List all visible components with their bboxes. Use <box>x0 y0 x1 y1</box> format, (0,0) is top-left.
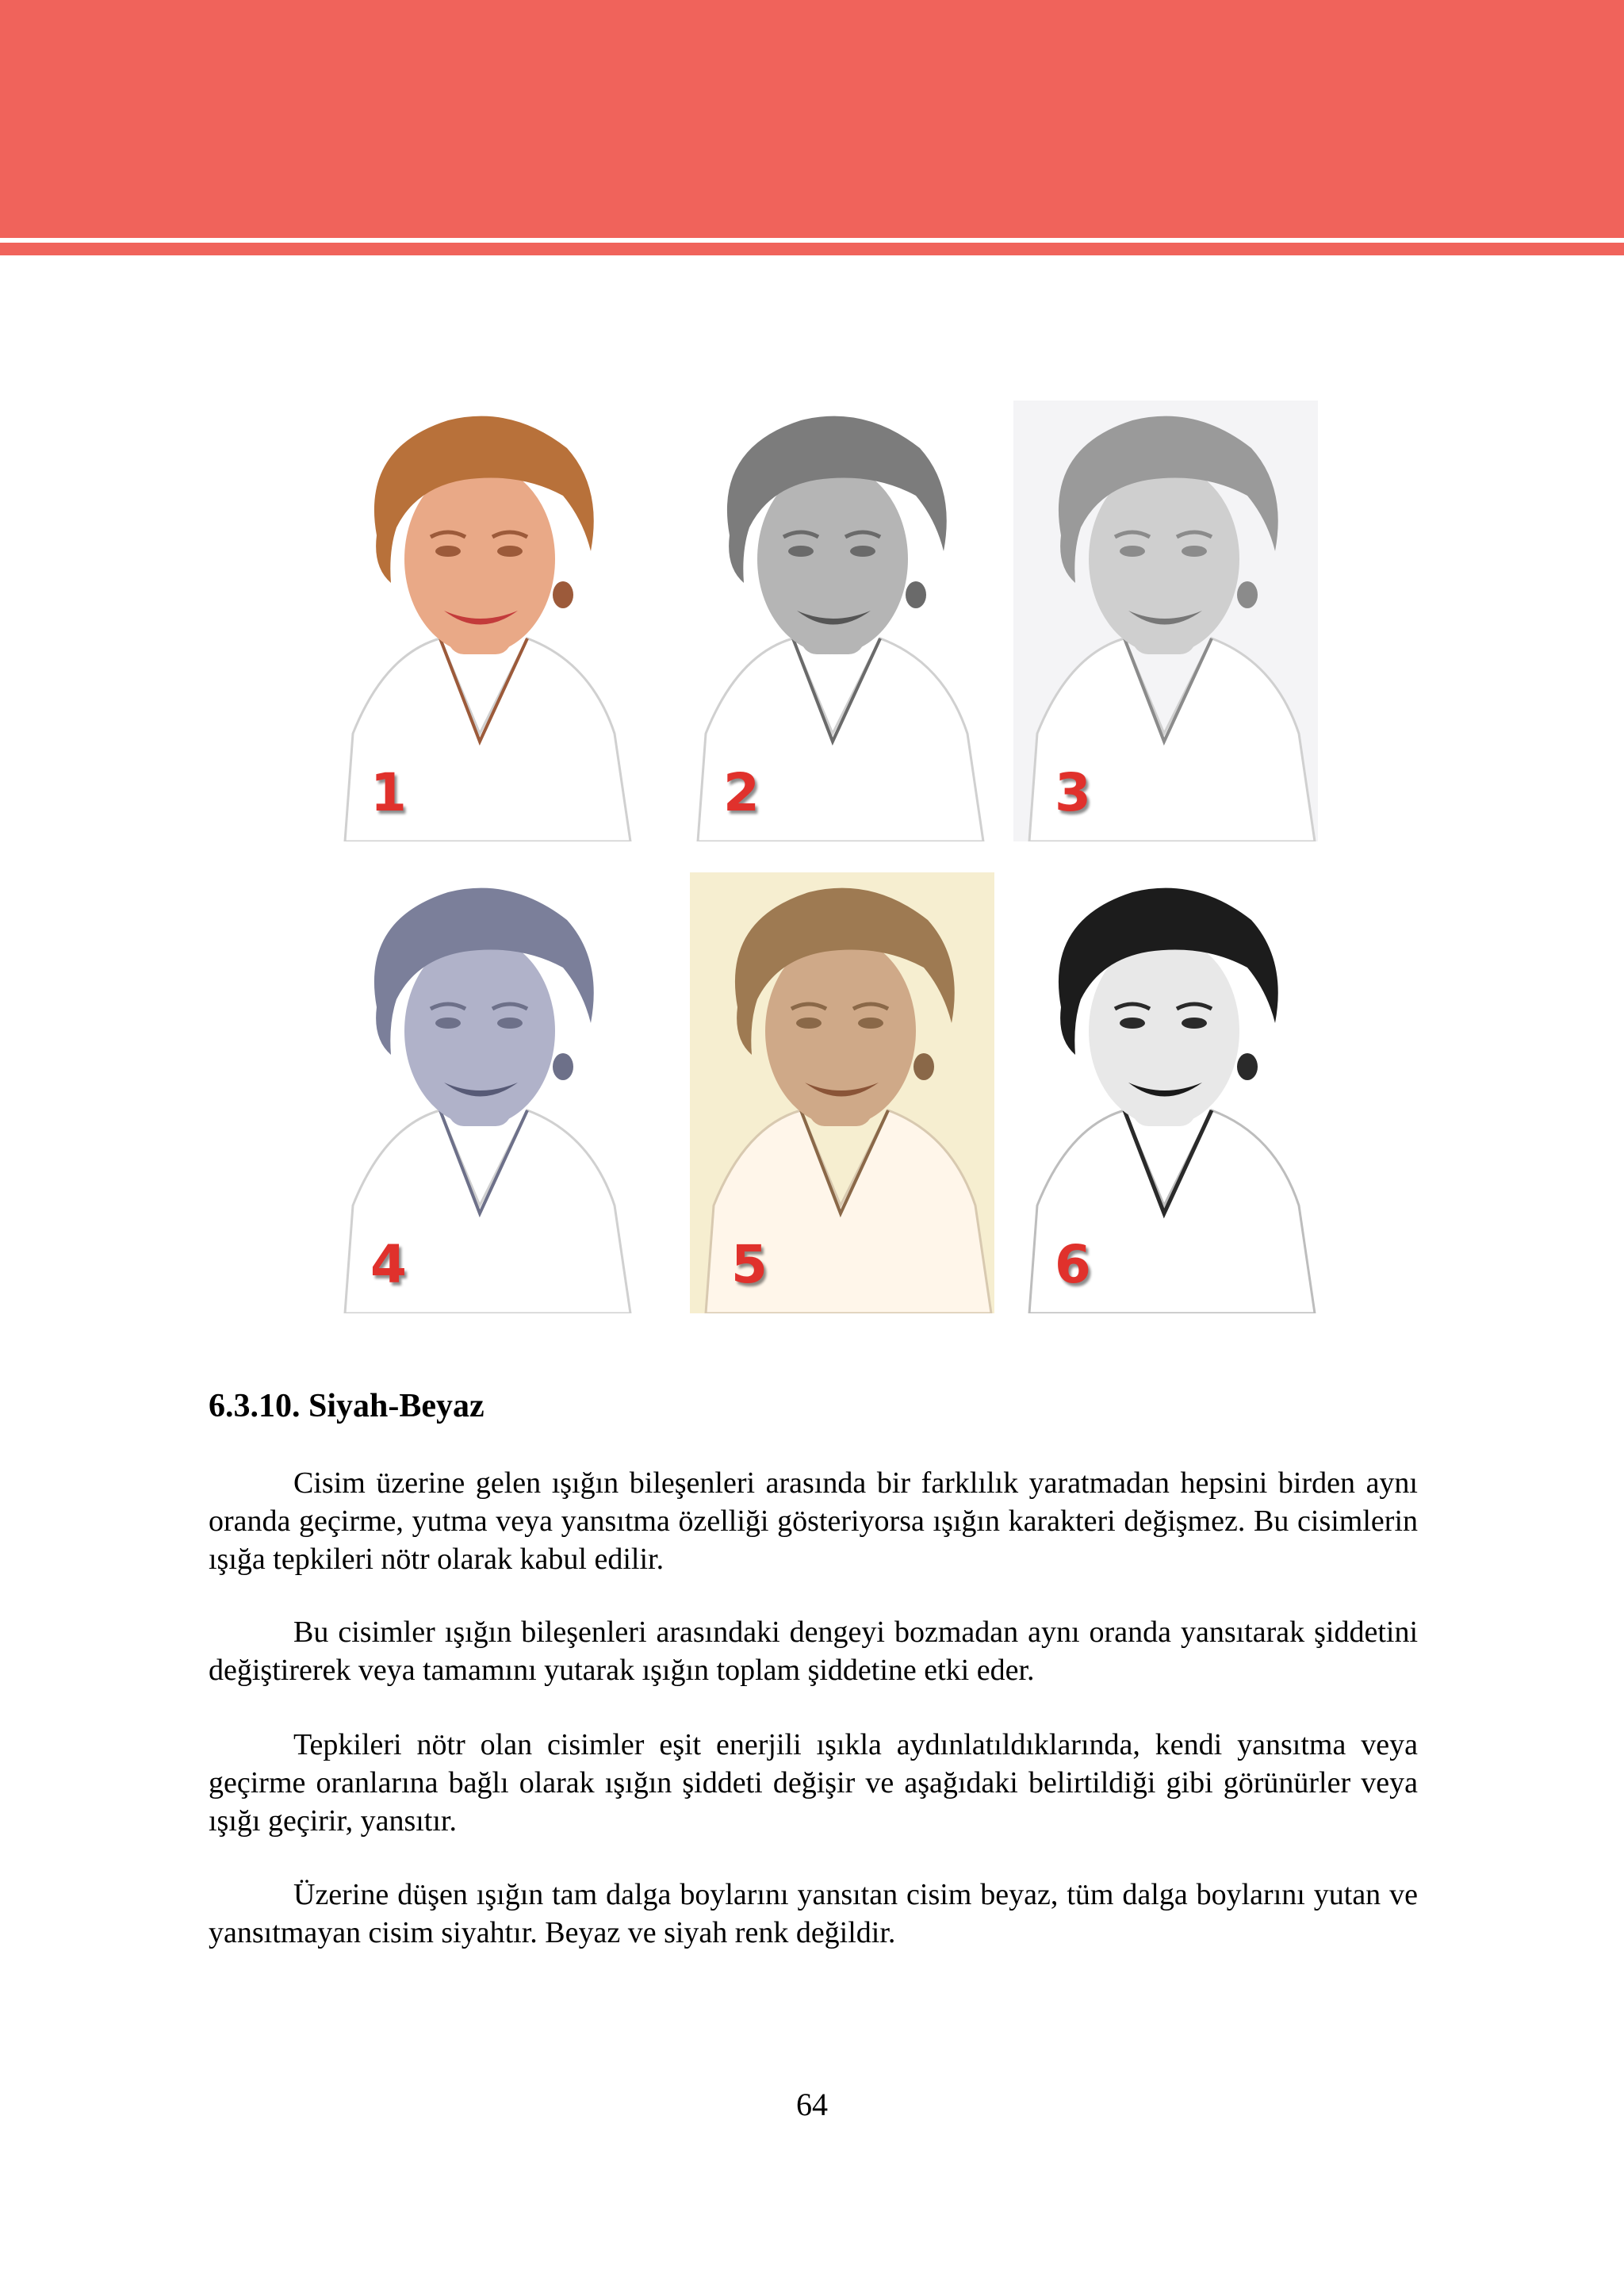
portrait-photo-4 <box>329 872 634 1313</box>
portrait-photo-5 <box>690 872 994 1313</box>
photo-number-label: 2 <box>723 762 760 823</box>
body-paragraph: Cisim üzerine gelen ışığın bileşenleri arasında bir farklılık yaratmadan hepsini birden aynı oranda geçirme, yutma veya yansıtma özelliği gösteriyorsa ışığın karakteri değişmez. Bu cisimlerin ışığa tepkileri nötr olarak kabul edilir. <box>209 1466 1418 1576</box>
header-band <box>0 0 1624 238</box>
body-paragraph: Bu cisimler ışığın bileşenleri arasındaki dengeyi bozmadan aynı oranda yansıtarak şiddetini değiştirerek veya tamamını yutarak ışığın toplam şiddetine etki eder. <box>209 1616 1418 1687</box>
body-paragraph: Üzerine düşen ışığın tam dalga boylarını yansıtan cisim beyaz, tüm dalga boylarını yutan ve yansıtmayan cisim siyahtır. Beyaz ve siyah renk değildir. <box>209 1878 1418 1949</box>
photo-number-label: 6 <box>1055 1234 1091 1295</box>
section-heading: 6.3.10. Siyah-Beyaz <box>209 1388 485 1424</box>
header-stripe <box>0 243 1624 255</box>
photo-number-label: 3 <box>1055 762 1091 823</box>
portrait-photo-3 <box>1013 401 1318 841</box>
page-number: 64 <box>796 2087 828 2122</box>
portrait-photo-1 <box>329 401 634 841</box>
photo-number-label: 1 <box>370 762 407 823</box>
photo-number-label: 5 <box>731 1234 768 1295</box>
photo-number-label: 4 <box>370 1234 407 1295</box>
portrait-photo-6 <box>1013 872 1318 1313</box>
body-paragraph: Tepkileri nötr olan cisimler eşit enerjili ışıkla aydınlatıldıklarında, kendi yansıtma veya geçirme oranlarına bağlı olarak ışığın şiddeti değişir ve aşağıdaki belirtildiği gibi görünürler veya ışığı geçirir, yansıtır. <box>209 1728 1418 1838</box>
portrait-photo-2 <box>682 401 986 841</box>
